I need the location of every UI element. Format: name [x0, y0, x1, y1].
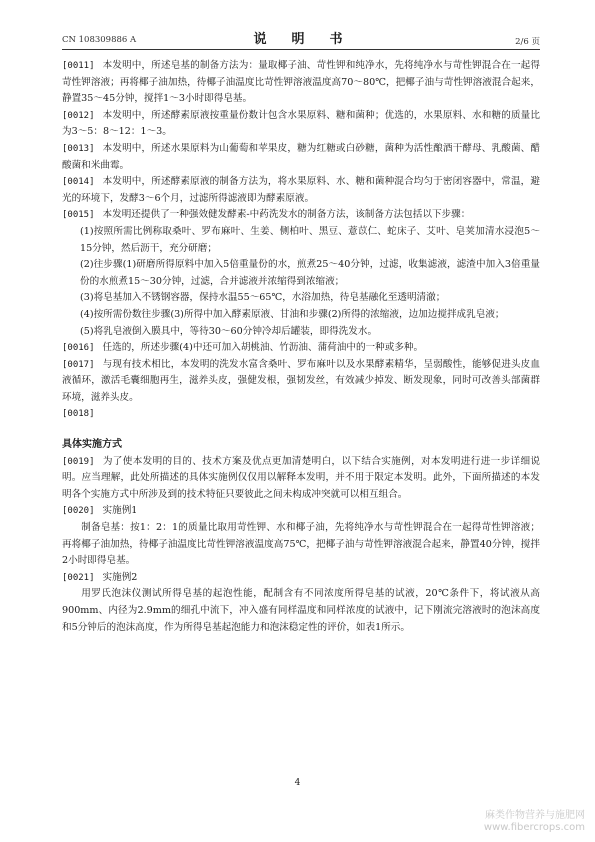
paragraph-number: [0015]	[62, 210, 95, 221]
paragraph-number: [0017]	[62, 359, 95, 370]
paragraph-number: [0012]	[62, 110, 95, 121]
step-3: (3)将皂基加入不锈钢容器，保持水温55～65℃，水浴加热，待皂基融化至透明清澈；	[80, 292, 446, 304]
paragraph-text: 本发明中，所述水果原料为山葡萄和苹果皮，糖为红糖或白砂糖，菌种为活性酿酒干酵母、乳酸菌、醋酸菌和米曲霉。	[62, 142, 540, 171]
paragraph-0018	[62, 406, 540, 423]
patent-number: CN 108309886 A	[62, 35, 137, 45]
paragraph-text: 任选的，所述步骤(4)中还可加入胡桃油、竹沥油、蒲荷油中的一种或多种。	[102, 342, 424, 354]
paragraph-0011	[62, 58, 540, 108]
paragraph-0012	[62, 108, 540, 141]
example-heading: 实施例1	[102, 505, 138, 517]
paragraph-0020	[62, 503, 540, 520]
paragraph-0016	[62, 340, 540, 357]
paragraph-text: 为了使本发明的目的、技术方案及优点更加清楚明白，以下结合实施例，对本发明进行进一步详细说明。应当理解，此处所描述的具体实施例仅仅用以解释本发明，并不用于限定本发明。此外，下面所描述的本发明各个实施方式中所涉及到的技术特征只要彼此之间未构成冲突就可以相互组合。	[62, 455, 540, 500]
page-header	[62, 26, 540, 48]
example-1-body: 制备皂基：按1：2：1的质量比取用苛性钾、水和椰子油，先将纯净水与苛性钾混合在一起得苛性钾溶液；再将椰子油加热，待椰子油温度比苛性钾溶液温度高75℃，把椰子油与苛性钾溶液混合起来，静置40分钟，搅拌2小时即得皂基。	[62, 522, 540, 567]
paragraph-text: 本发明中，所述酵素原液的制备方法为，将水果原料、水、糖和菌种混合均匀于密闭容器中，常温，避光的环境下，发酵3～6个月，过滤所得滤液即为酵素原液。	[62, 176, 540, 204]
example-2-body: 用罗氏泡沫仪测试所得皂基的起泡性能，配制含有不同浓度所得皂基的试液，20℃条件下，将试液从高900mm、内径为2.9mm的细孔中流下，冲入盛有同样温度和同样浓度的试液中，记下刚流完溶液时的泡沫高度和5分钟后的泡沫高度，作为所得皂基起泡能力和泡沫稳定性的评价，如表1所示。	[62, 588, 540, 633]
header-rule	[62, 49, 540, 50]
paragraph-number: [0019]	[62, 456, 95, 467]
step-4: (4)按所需份数往步骤(3)所得中加入酵素原液、甘油和步骤(2)所得的浓缩液，边加边搅拌成乳皂液；	[80, 308, 505, 320]
paragraph-text: 本发明中，所述皂基的制备方法为：量取椰子油、苛性钾和纯净水，先将纯净水与苛性钾混合在一起得苛性钾溶液；再将椰子油加热，待椰子油温度比苛性钾溶液温度高70～80℃，把椰子油与苛性钾溶液混合起来，静置35～45分钟，搅拌1～3小时即得皂基。	[62, 60, 540, 105]
watermark-name: 麻类作物营养与施肥网	[485, 810, 585, 821]
paragraph-number: [0020]	[62, 506, 95, 517]
paragraph-0021	[62, 570, 540, 587]
paragraph-0013	[62, 141, 540, 174]
paragraph-number: [0021]	[62, 572, 95, 583]
step-5: (5)将乳皂液倒入膜具中，等待30～60分钟冷却后罐装，即得洗发水。	[80, 325, 378, 337]
paragraph-number: [0011]	[62, 61, 95, 71]
paragraph-number: [0018]	[62, 409, 95, 420]
paragraph-0017	[62, 357, 540, 407]
paragraph-0015	[62, 207, 540, 224]
paragraph-text: 与现有技术相比，本发明的洗发水富含桑叶、罗布麻叶以及水果酵素精华，呈弱酸性，能够促进头皮血液循环，激活毛囊细胞再生，滋养头皮，强健发根，强韧发丝，有效减少掉发、断发现象，同时可改善头部菌群环境，滋养头皮。	[62, 358, 540, 403]
paragraph-number: [0013]	[62, 143, 95, 154]
step-1: (1)按照所需比例称取桑叶、罗布麻叶、生姜、侧柏叶、黑豆、薏苡仁、蛇床子、艾叶、皂荚加清水浸泡5～15分钟，然后沥干，充分研磨；	[80, 225, 540, 254]
step-2: (2)往步骤(1)研磨所得原料中加入5倍重量份的水，煎煮25～40分钟，过滤，收集滤液，滤渣中加入3倍重量份的水煎煮15～30分钟，过滤，合并滤液并浓缩得到浓缩液；	[80, 259, 540, 287]
paragraph-text: 本发明还提供了一种强效健发酵素-中药洗发水的制备方法，该制备方法包括以下步骤：	[102, 209, 471, 221]
document-title: 说 明 书	[253, 32, 349, 47]
watermark	[484, 810, 585, 834]
paragraph-text: 本发明中，所述酵素原液按重量份数计包含水果原料、糖和菌种；优选的，水果原料、水和糖的质量比为3～5：8～12：1～3。	[62, 109, 540, 138]
page-number: 4	[294, 778, 301, 788]
page-indicator: 2/6 页	[515, 37, 540, 47]
section-title: 具体实施方式	[62, 439, 122, 451]
paragraph-number: [0014]	[62, 177, 95, 188]
paragraph-0019	[62, 454, 540, 504]
document-body	[62, 58, 540, 636]
example-heading: 实施例2	[102, 571, 138, 583]
paragraph-number: [0016]	[62, 343, 95, 354]
paragraph-0014	[62, 174, 540, 207]
watermark-url: www.fibercrops.com	[483, 822, 585, 833]
